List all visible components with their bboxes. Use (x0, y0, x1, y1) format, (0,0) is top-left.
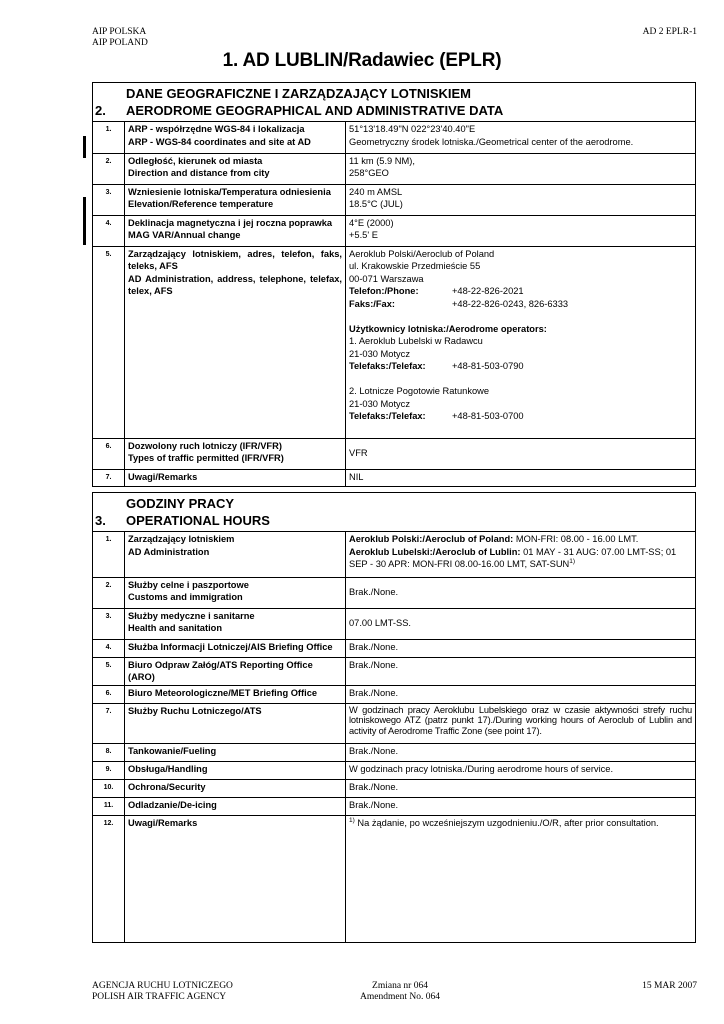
row-label: Służby Ruchu Lotniczego/ATS (125, 703, 346, 743)
section-number: 3. (95, 513, 106, 528)
operator-2-name: 2. Lotnicze Pogotowie Ratunkowe (349, 386, 490, 396)
admin-phone: Telefon:/Phone: +48-22-826-2021 (349, 286, 524, 296)
table-row (93, 153, 695, 184)
row-label: Obsługa/Handling (125, 761, 346, 779)
table-row (93, 703, 695, 743)
label-pl: Zarządzający lotniskiem (128, 534, 235, 544)
label-en: AD Administration, address, telephone, telefax, telex, AFS (128, 273, 342, 296)
operational-hours-table (93, 532, 695, 942)
section-operational-hours (92, 492, 696, 943)
section-header (93, 493, 695, 532)
row-label (125, 438, 346, 469)
row-label (125, 215, 346, 246)
row-number: 10. (93, 779, 125, 797)
section-geographical-data (92, 82, 696, 487)
row-value (346, 153, 696, 184)
label-pl: Dozwolony ruch lotniczy (IFR/VFR) (128, 440, 282, 451)
label-en: ARP - WGS-84 coordinates and site at AD (128, 136, 311, 147)
admin-fax: Faks:/Fax: +48-22-826-0243, 826-6333 (349, 298, 569, 309)
row-number: 4. (93, 639, 125, 657)
row-number: 3. (93, 184, 125, 215)
row-value: Brak./None. (346, 639, 696, 657)
table-row (93, 438, 695, 469)
value-line: 51°13'18.49"N 022°23'40.40"E (349, 124, 476, 134)
row-value: Brak./None. (346, 743, 696, 761)
row-number: 1. (93, 122, 125, 153)
row-label (125, 246, 346, 438)
row-number: 1. (93, 532, 125, 577)
row-value (346, 532, 696, 577)
label-en: MAG VAR/Annual change (128, 230, 241, 240)
row-number: 7. (93, 703, 125, 743)
label-en: Customs and immigration (128, 592, 243, 602)
row-value (346, 122, 696, 153)
row-value: NIL (346, 469, 696, 486)
row-number: 5. (93, 246, 125, 438)
label-en: Elevation/Reference temperature (128, 199, 274, 209)
row-value: W godzinach pracy Aeroklubu Lubelskiego oraz w czasie aktywności strefy ruchu lotniskowego ATZ (patrz punkt 17)./During working hours of Aeroclub of Lublin and activity of Aerodrome Traffic Zone (see point 17). (346, 703, 696, 743)
section-header (93, 83, 695, 122)
row-number: 2. (93, 577, 125, 608)
row-label (125, 608, 346, 639)
footer-date: 15 MAR 2007 (642, 981, 697, 991)
table-row (93, 743, 695, 761)
value-line: Geometryczny środek lotniska./Geometrical center of the aerodrome. (349, 136, 634, 147)
row-number: 11. (93, 797, 125, 815)
row-label: Uwagi/Remarks (125, 469, 346, 486)
row-label: Biuro Meteorologiczne/MET Briefing Office (125, 685, 346, 703)
section-title-en: OPERATIONAL HOURS (126, 513, 270, 528)
row-value (346, 246, 696, 438)
row-value: Brak./None. (346, 797, 696, 815)
section-title-en: AERODROME GEOGRAPHICAL AND ADMINISTRATIVE DATA (126, 103, 504, 118)
row-label: Uwagi/Remarks (125, 815, 346, 942)
operator-1-city: 21-030 Motycz (349, 348, 410, 359)
row-number: 12. (93, 815, 125, 942)
admin-city: 00-071 Warszawa (349, 273, 424, 284)
operators-heading: Użytkownicy lotniska:/Aerodrome operators: (349, 323, 547, 334)
value-line: 258°GEO (349, 168, 389, 178)
row-label (125, 122, 346, 153)
document-title: 1. AD LUBLIN/Radawiec (EPLR) (222, 50, 502, 71)
hours-aeroclub-poland: Aeroklub Polski:/Aeroclub of Poland: MON-FRI: 08.00 - 16.00 LMT. (349, 534, 639, 544)
row-label (125, 532, 346, 577)
row-label (125, 153, 346, 184)
value-line: 18.5°C (JUL) (349, 199, 403, 209)
footer-amendment-pl: Zmiana nr 064 (372, 981, 428, 991)
row-value: Brak./None. (346, 657, 696, 685)
table-row (93, 657, 695, 685)
row-value (346, 215, 696, 246)
label-en: Types of traffic permitted (IFR/VFR) (128, 453, 284, 463)
row-value: $^{1)}$ Na żądanie, po wcześniejszym uzgodnieniu./O/R, after prior consultation. (346, 815, 696, 942)
label-en: Health and sanitation (128, 623, 223, 633)
change-bar-1 (83, 136, 86, 158)
table-row (93, 184, 695, 215)
running-header-left (92, 27, 148, 49)
row-value (346, 184, 696, 215)
row-label: Tankowanie/Fueling (125, 743, 346, 761)
label-pl: Wzniesienie lotniska/Temperatura odniesienia (128, 186, 331, 197)
page-reference: AD 2 EPLR-1 (642, 27, 697, 37)
row-value: 07.00 LMT-SS. (346, 608, 696, 639)
label-pl: Służby medyczne i sanitarne (128, 610, 255, 621)
label-pl: Odległość, kierunek od miasta (128, 155, 263, 166)
hours-aeroclub-lublin: Aeroklub Lubelski:/Aeroclub of Lublin: 01 MAY - 31 AUG: 07.00 LMT-SS; 01 SEP - 30 APR: MON-FRI 08.00-16.00 LMT, SAT-SUN$^{1)}$ (349, 546, 677, 569)
row-value: Brak./None. (346, 685, 696, 703)
row-number: 8. (93, 743, 125, 761)
row-value: Brak./None. (346, 779, 696, 797)
table-row (93, 639, 695, 657)
row-number: 6. (93, 438, 125, 469)
table-row (93, 215, 695, 246)
label-pl: Deklinacja magnetyczna i jej roczna poprawka (128, 217, 333, 228)
row-number: 9. (93, 761, 125, 779)
table-row (93, 797, 695, 815)
section-title-pl: DANE GEOGRAFICZNE I ZARZĄDZAJĄCY LOTNISKIEM (126, 86, 471, 101)
section-title-pl: GODZINY PRACY (126, 496, 235, 511)
admin-organization: Aeroklub Polski/Aeroclub of Poland (349, 248, 495, 259)
header-aip-poland: AIP POLAND (92, 38, 148, 48)
table-row (93, 122, 695, 153)
value-line: +5.5' E (349, 230, 378, 240)
row-label: Odladzanie/De-icing (125, 797, 346, 815)
section-number: 2. (95, 103, 106, 118)
row-label: Biuro Odpraw Załóg/ATS Reporting Office (ARO) (125, 657, 346, 685)
table-row (93, 577, 695, 608)
row-label (125, 184, 346, 215)
geographical-data-table (93, 122, 695, 486)
table-row (93, 815, 695, 942)
table-row (93, 685, 695, 703)
row-label: Służba Informacji Lotniczej/AIS Briefing Office (125, 639, 346, 657)
operator-2-city: 21-030 Motycz (349, 398, 410, 409)
row-number: 3. (93, 608, 125, 639)
label-pl: Służby celne i paszportowe (128, 579, 249, 590)
admin-street: ul. Krakowskie Przedmieście 55 (349, 261, 481, 271)
operator-1-telefax: Telefaks:/Telefax: +48-81-503-0790 (349, 361, 524, 371)
operator-2-telefax: Telefaks:/Telefax: +48-81-503-0700 (349, 411, 524, 421)
label-en: AD Administration (128, 546, 210, 557)
footer-publisher (92, 981, 233, 1003)
row-number: 2. (93, 153, 125, 184)
table-row (93, 469, 695, 486)
value-line: 11 km (5.9 NM), (349, 155, 415, 166)
row-value: VFR (346, 438, 696, 469)
table-row (93, 608, 695, 639)
label-pl: ARP - współrzędne WGS-84 i lokalizacja (128, 124, 305, 134)
operator-1-name: 1. Aeroklub Lubelski w Radawcu (349, 336, 483, 346)
table-row (93, 761, 695, 779)
row-number: 5. (93, 657, 125, 685)
footer-publisher-en: POLISH AIR TRAFFIC AGENCY (92, 992, 227, 1002)
footer-publisher-pl: AGENCJA RUCHU LOTNICZEGO (92, 981, 233, 991)
value-line: 240 m AMSL (349, 186, 403, 197)
header-aip-polska: AIP POLSKA (92, 27, 147, 37)
row-number: 4. (93, 215, 125, 246)
table-row (93, 532, 695, 577)
row-value: Brak./None. (346, 577, 696, 608)
footer-amendment-en: Amendment No. 064 (360, 992, 440, 1002)
value-line: 4°E (2000) (349, 217, 394, 228)
label-pl: Zarządzający lotniskiem, adres, telefon, faks, teleks, AFS (128, 248, 342, 271)
change-bar-2 (83, 197, 86, 245)
row-number: 7. (93, 469, 125, 486)
row-number: 6. (93, 685, 125, 703)
table-row (93, 779, 695, 797)
row-label: Ochrona/Security (125, 779, 346, 797)
table-row (93, 246, 695, 438)
footer-amendment (300, 981, 500, 1003)
row-label (125, 577, 346, 608)
label-en: Direction and distance from city (128, 168, 270, 178)
row-value: W godzinach pracy lotniska./During aerodrome hours of service. (346, 761, 696, 779)
